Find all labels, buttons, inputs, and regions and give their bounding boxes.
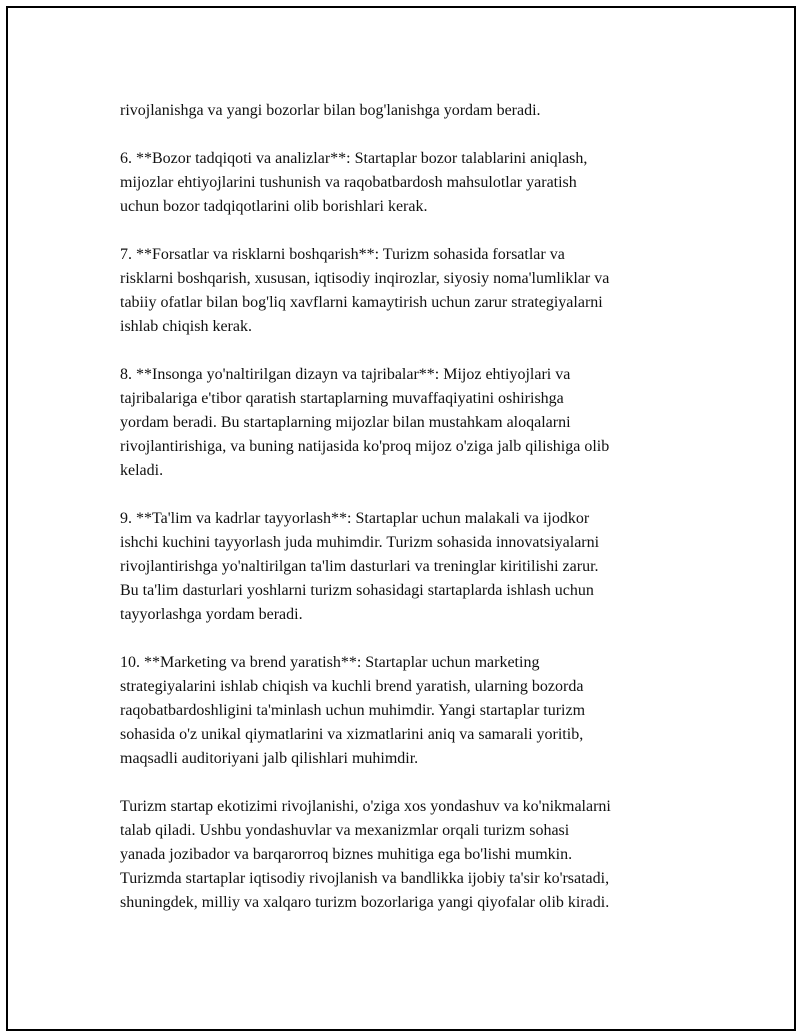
page-frame [6, 6, 796, 1031]
paragraph-item-10: 10. **Marketing va brend yaratish**: Startaplar uchun marketing strategiyalarini ishlab chiqish va kuchli brend yaratish, ularning bozorda raqobatbardoshligini ta'minlash uchun muhimdir. Yangi startaplar turizm sohasida o'z unikal qiymatlarini va xizmatlarini aniq va samarali yoritib, maqsadli auditoriyani jalb qilishlari muhimdir. [120, 654, 586, 767]
paragraph-item-6: 6. **Bozor tadqiqoti va analizlar**: Startaplar bozor talablarini aniqlash, mijozlar ehtiyojlarini tushunish va raqobatbardosh mahsulotlar yaratish uchun bozor tadqiqotlarini olib borishlari kerak. [120, 150, 588, 215]
paragraph-item-9: 9. **Ta'lim va kadrlar tayyorlash**: Startaplar uchun malakali va ijodkor ishchi kuchini tayyorlash juda muhimdir. Turizm sohasida innovatsiyalarni rivojlantirishga yo'naltirilgan ta'lim dasturlari va treninglar kiritilishi zarur. Bu ta'lim dasturlari yoshlarni turizm sohasidagi startaplarda ishlash uchun tayyorlashga yordam beradi. [120, 510, 600, 623]
paragraph-item-8: 8. **Insonga yo'naltirilgan dizayn va tajribalar**: Mijoz ehtiyojlari va tajribalariga e'tibor qaratish startaplarning muvaffaqiyatini oshirishga yordam beradi. Bu startaplarning mijozlar bilan mustahkam aloqalarni rivojlantirishiga, va buning natijasida ko'proq mijoz o'ziga jalb qilishiga olib keladi. [120, 366, 610, 479]
paragraph-item-7: 7. **Forsatlar va risklarni boshqarish**: Turizm sohasida forsatlar va risklarni boshqarish, xususan, iqtisodiy inqirozlar, siyosiy noma'lumliklar va tabiiy ofatlar bilan bog'liq xavflarni kamaytirish uchun zarur strategiyalarni ishlab chiqish kerak. [120, 246, 610, 335]
paragraph-conclusion: Turizm startap ekotizimi rivojlanishi, o'ziga xos yondashuv va ko'nikmalarni talab qiladi. Ushbu yondashuvlar va mexanizmlar orqali turizm sohasi yanada jozibador va barqarorroq biznes muhitiga ega bo'lishi mumkin. Turizmda startaplar iqtisodiy rivojlanish va bandlikka ijobiy ta'sir ko'rsatadi, shuningdek, milliy va xalqaro turizm bozorlariga yangi qiyofalar olib kiradi. [120, 798, 611, 911]
paragraph-continuation: rivojlanishga va yangi bozorlar bilan bog'lanishga yordam beradi. [120, 102, 541, 119]
document-body [120, 99, 710, 939]
